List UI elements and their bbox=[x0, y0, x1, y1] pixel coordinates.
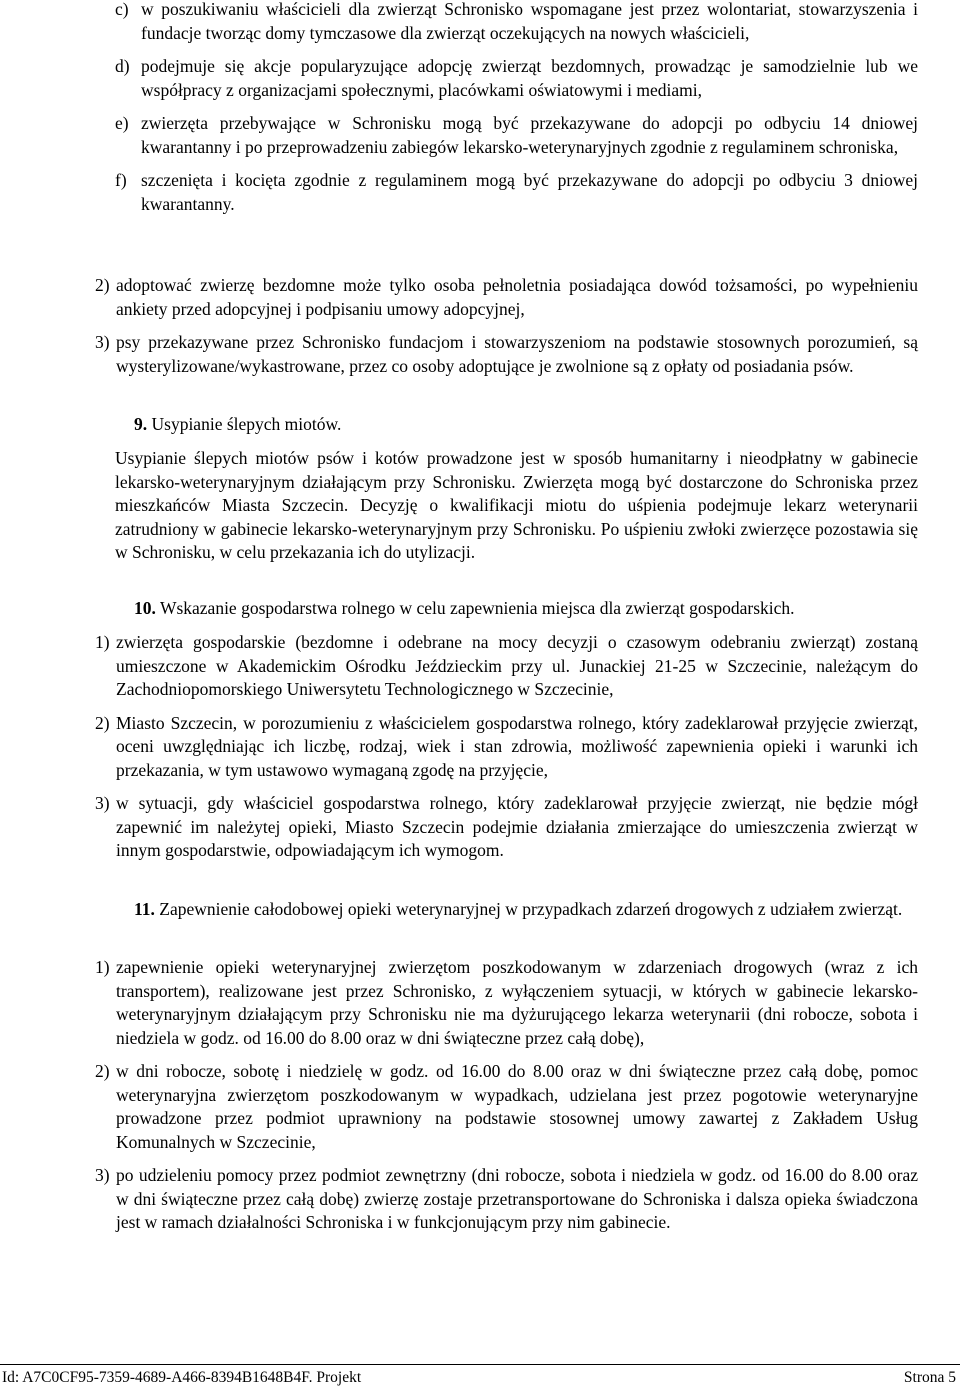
item-label: 2) bbox=[95, 712, 110, 733]
item-label: 3) bbox=[95, 332, 110, 352]
item-text: zwierzęta gospodarskie (bezdomne i odebrane na mocy decyzji o czasowym odebraniu zwierząt) zostaną umieszczone w Akademickim Ośrodku Jeździeckim przy ul. Junackiej 21-25 w Szczecinie, należącym do Zachodniopomorskiego Uniwersytetu Technologicznego w Szczecinie, bbox=[116, 632, 918, 699]
list-item bbox=[95, 712, 918, 783]
item-text: szczenięta i kocięta zgodnie z regulaminem mogą być przekazywane do adopcji po odbyciu 3 dniowej kwarantanny. bbox=[141, 170, 918, 214]
list-item bbox=[95, 631, 918, 702]
item-label: d) bbox=[115, 56, 130, 76]
list-item bbox=[95, 1060, 918, 1154]
item-label: 3) bbox=[95, 793, 110, 813]
section-number: 9. bbox=[134, 414, 148, 434]
item-text: Miasto Szczecin, w porozumieniu z właścicielem gospodarstwa rolnego, który zadeklarował przyjęcie zwierząt, oceni uwzględniając ich liczbę, rodzaj, wiek i stan zdrowia, możliwość zapewnienia opieki i warunki ich przekazania, w tym ustawowo wymaganą zgodę na przyjęcie, bbox=[116, 712, 918, 780]
section-9-heading bbox=[134, 413, 341, 437]
section-11-list bbox=[95, 956, 918, 1235]
section-title: Usypianie ślepych miotów. bbox=[151, 414, 342, 434]
item-label: 3) bbox=[95, 1165, 110, 1185]
item-label: 1) bbox=[95, 957, 110, 977]
item-label: e) bbox=[115, 113, 129, 133]
document-id: Id: A7C0CF95-7359-4689-A466-8394B1648B4F. Projekt bbox=[2, 1369, 362, 1386]
item-text: zwierzęta przebywające w Schronisku mogą być przekazywane do adopcji po odbyciu 14 dniowej kwarantanny i po przeprowadzeniu zabiegów lekarsko-weterynaryjnych zgodnie z regulaminem schroniska, bbox=[141, 113, 918, 157]
item-label: 1) bbox=[95, 632, 110, 652]
list-item bbox=[95, 331, 918, 378]
item-label: 2) bbox=[95, 275, 110, 295]
list-item bbox=[95, 792, 918, 863]
section-title: Zapewnienie całodobowej opieki weterynaryjnej w przypadkach zdarzeń drogowych z udziałem zwierząt. bbox=[159, 899, 903, 919]
section-title: Wskazanie gospodarstwa rolnego w celu zapewnienia miejsca dla zwierząt gospodarskich. bbox=[159, 598, 795, 618]
lettered-list bbox=[115, 0, 918, 216]
item-label: 2) bbox=[95, 1061, 110, 1081]
item-text: w poszukiwaniu właścicieli dla zwierząt Schronisko wspomagane jest przez wolontariat, stowarzyszenia i fundacje tworząc domy tymczasowe dla zwierząt oczekujących na nowych właścicieli, bbox=[141, 0, 918, 43]
adoption-list bbox=[95, 274, 918, 378]
item-text: w dni robocze, sobotę i niedzielę w godz. od 16.00 do 8.00 oraz w dni świąteczne przez całą dobę, pomoc weterynaryjna zwierzętom poszkodowanym w wypadkach, udzielana jest przez pogotowie weterynaryjne prowadzone przez podmiot uprawniony na podstawie stosownej umowy zawartej z Zakładem Usług Komunalnych w Szczecinie, bbox=[116, 1061, 918, 1152]
section-10-heading bbox=[134, 597, 795, 621]
item-text: adoptować zwierzę bezdomne może tylko osoba pełnoletnia posiadająca dowód tożsamości, po wypełnieniu ankiety przed adopcyjnej i podpisaniu umowy adopcyjnej, bbox=[116, 275, 918, 319]
item-text: podejmuje się akcje popularyzujące adopcję zwierząt bezdomnych, prowadząc je samodzielnie lub we współpracy z organizacjami społecznymi, placówkami oświatowymi i mediami, bbox=[141, 56, 918, 100]
paragraph-text: Usypianie ślepych miotów psów i kotów prowadzone jest w sposób humanitarny i nieodpłatny w gabinecie lekarsko-weterynaryjnym działającym przy Schronisku. Zwierzęta mogą być dostarczone do Schroniska przez mieszkańców Miasta Szczecin. Decyzję o kwalifikacji miotu do uśpienia podejmuje lekarz weterynarii zatrudniony w gabinecie lekarsko-weterynaryjnym przy Schronisku. Po uśpieniu zwłoki zwierzęce pozostawia się w Schronisku, w celu przekazania ich do utylizacji. bbox=[115, 448, 918, 562]
item-label: c) bbox=[115, 0, 129, 19]
list-item bbox=[115, 0, 918, 45]
list-item bbox=[95, 274, 918, 321]
section-number: 11. bbox=[134, 899, 155, 919]
item-text: w sytuacji, gdy właściciel gospodarstwa rolnego, który zadeklarował przyjęcie zwierząt, nie będzie mógł zapewnić im należytej opieki, Miasto Szczecin podejmie działania zmierzające do umieszczenia zwierząt w innym gospodarstwie, odpowiadającym ich wymogom. bbox=[116, 793, 918, 860]
section-11-heading bbox=[84, 898, 918, 922]
item-text: zapewnienie opieki weterynaryjnej zwierzętom poszkodowanym w zdarzeniach drogowych (wraz z ich transportem), realizowane jest przez Schronisko, z wyłączeniem sytuacji, w których w gabinecie lekarsko-weterynaryjnym działającym przy Schronisku nie ma dyżurującego lekarza weterynarii (dni robocze, sobota i niedziela w godz. od 16.00 do 8.00 oraz w dni świąteczne przez całą dobę), bbox=[116, 957, 918, 1048]
list-item bbox=[115, 169, 918, 216]
footer-divider bbox=[0, 1364, 960, 1365]
list-item bbox=[115, 112, 918, 159]
item-text: psy przekazywane przez Schronisko fundacjom i stowarzyszeniom na podstawie stosownych porozumień, są wysterylizowane/wykastrowane, przez co osoby adoptujące je zwolnione są z opłaty od posiadania psów. bbox=[116, 332, 918, 376]
section-10-list bbox=[95, 631, 918, 863]
item-text: po udzieleniu pomocy przez podmiot zewnętrzny (dni robocze, sobota i niedziela w godz. od 16.00 do 8.00 oraz w dni świąteczne przez całą dobę) zwierzę zostaje przetransportowane do Schroniska i dalsza opieka świadczona jest w ramach działalności Schroniska i w funkcjonującym przy nim gabinecie. bbox=[116, 1165, 918, 1232]
section-number: 10. bbox=[134, 598, 156, 618]
section-9-paragraph bbox=[115, 447, 918, 565]
page-number: Strona 5 bbox=[903, 1369, 956, 1386]
list-item bbox=[95, 956, 918, 1050]
list-item bbox=[95, 1164, 918, 1235]
item-label: f) bbox=[115, 170, 127, 190]
list-item bbox=[115, 55, 918, 102]
